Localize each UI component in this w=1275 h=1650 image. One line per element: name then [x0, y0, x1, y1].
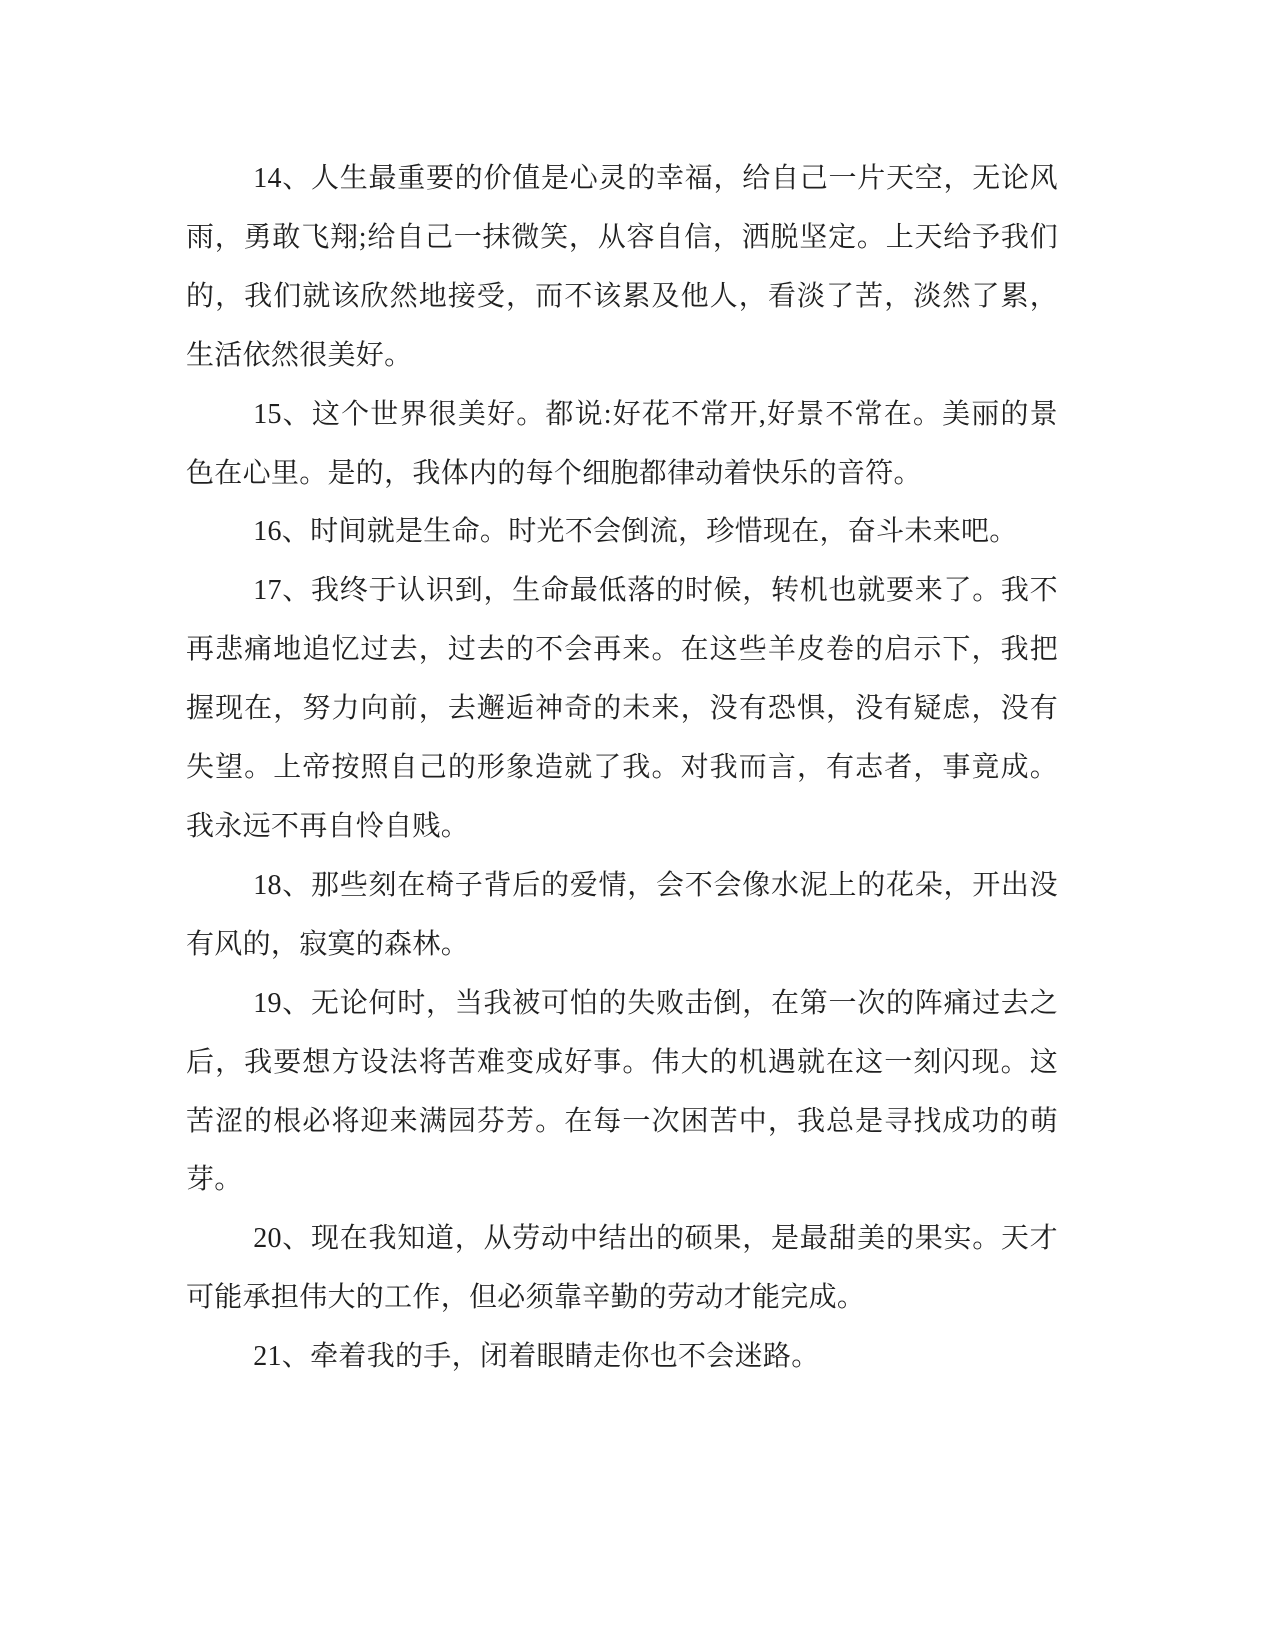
- quote-number: 14、: [253, 163, 311, 194]
- quote-number: 15、: [253, 398, 312, 430]
- quote-text: 牵着我的手，闭着眼睛走你也不会迷路。: [310, 1341, 820, 1373]
- quote-item-15: [186, 386, 1058, 504]
- quote-number: 17、: [253, 575, 311, 607]
- quote-text: 无论何时，当我被可怕的失败击倒，在第一次的阵痛过去之后，我要想方设法将苦难变成好事。伟大的机遇就在这一刻闪现。这苦涩的根必将迎来满园芬芳。在每一次困苦中，我总是寻找成功的萌芽。: [186, 987, 1058, 1196]
- quote-number: 20、: [253, 1223, 311, 1255]
- text-body: [186, 150, 1058, 1387]
- quote-item-21: [186, 1328, 1058, 1387]
- quote-number: 21、: [253, 1341, 311, 1373]
- quote-item-16: [186, 503, 1058, 562]
- quote-text: 人生最重要的价值是心灵的幸福，给自己一片天空，无论风雨，勇敢飞翔;给自己一抹微笑，从容自信，洒脱坚定。上天给予我们的，我们就该欣然地接受，而不该累及他人，看淡了苦，淡然了累，生活依然很美好。: [186, 163, 1058, 371]
- quote-number: 16、: [253, 516, 311, 548]
- quote-item-18: [186, 857, 1058, 975]
- quote-item-19: [186, 975, 1058, 1211]
- quote-number: 19、: [253, 987, 311, 1019]
- quote-text: 时间就是生命。时光不会倒流，珍惜现在，奋斗未来吧。: [310, 516, 1018, 548]
- quote-text: 这个世界很美好。都说:好花不常开,好景不常在。美丽的景色在心里。是的，我体内的每个细胞都律动着快乐的音符。: [186, 398, 1058, 489]
- quote-item-14: [186, 150, 1058, 386]
- quote-text: 那些刻在椅子背后的爱情，会不会像水泥上的花朵，开出没有风的，寂寞的森林。: [186, 869, 1058, 960]
- quote-item-17: [186, 562, 1058, 857]
- quote-text: 我终于认识到，生命最低落的时候，转机也就要来了。我不再悲痛地追忆过去，过去的不会再来。在这些羊皮卷的启示下，我把握现在，努力向前，去邂逅神奇的未来，没有恐惧，没有疑虑，没有失望。上帝按照自己的形象造就了我。对我而言，有志者，事竟成。我永远不再自怜自贱。: [186, 575, 1058, 842]
- quote-number: 18、: [253, 869, 311, 901]
- quote-item-20: [186, 1210, 1058, 1328]
- quote-text: 现在我知道，从劳动中结出的硕果，是最甜美的果实。天才可能承担伟大的工作，但必须靠辛勤的劳动才能完成。: [186, 1223, 1058, 1314]
